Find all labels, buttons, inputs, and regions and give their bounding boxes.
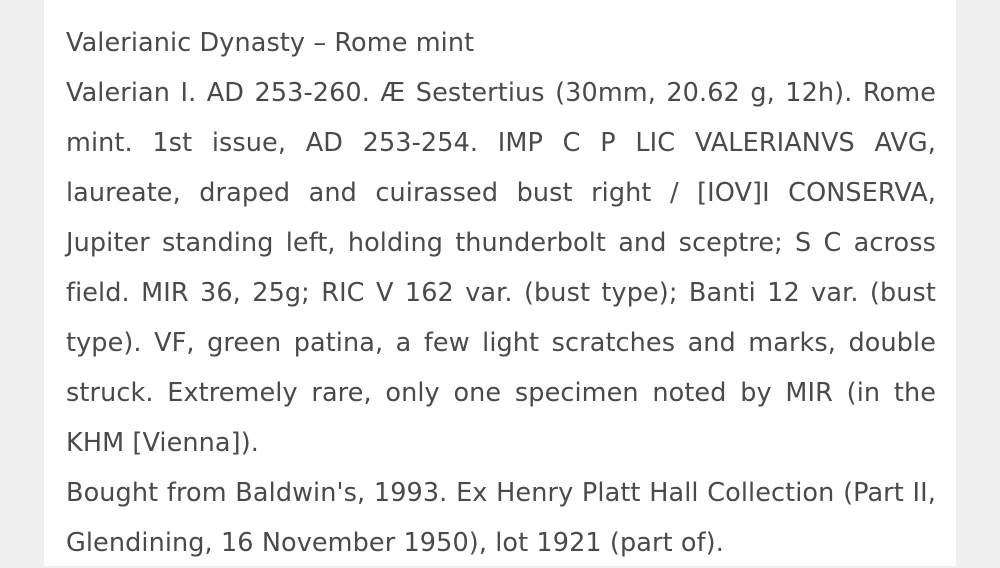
document-heading: Valerianic Dynasty – Rome mint (66, 28, 475, 58)
document-sheet (44, 0, 956, 566)
document-provenance-paragraph: Bought from Baldwin's, 1993. Ex Henry Platt Hall Collection (Part II, Glendining, 16 November 1950), lot 1921 (part of). (66, 478, 936, 558)
document-body-paragraph: Valerian I. AD 253-260. Æ Sestertius (30mm, 20.62 g, 12h). Rome mint. 1st issue, AD 253-254. IMP C P LIC VALERIANVS AVG, laureate, draped and cuirassed bust right / [IOV]I CONSERVA, Jupiter standing left, holding thunderbolt and sceptre; S C across field. MIR 36, 25g; RIC V 162 var. (bust type); Banti 12 var. (bust type). VF, green patina, a few light scratches and marks, double struck. Extremely rare, only one specimen noted by MIR (in the KHM [Vienna]). (66, 78, 936, 458)
document-content (66, 18, 936, 568)
